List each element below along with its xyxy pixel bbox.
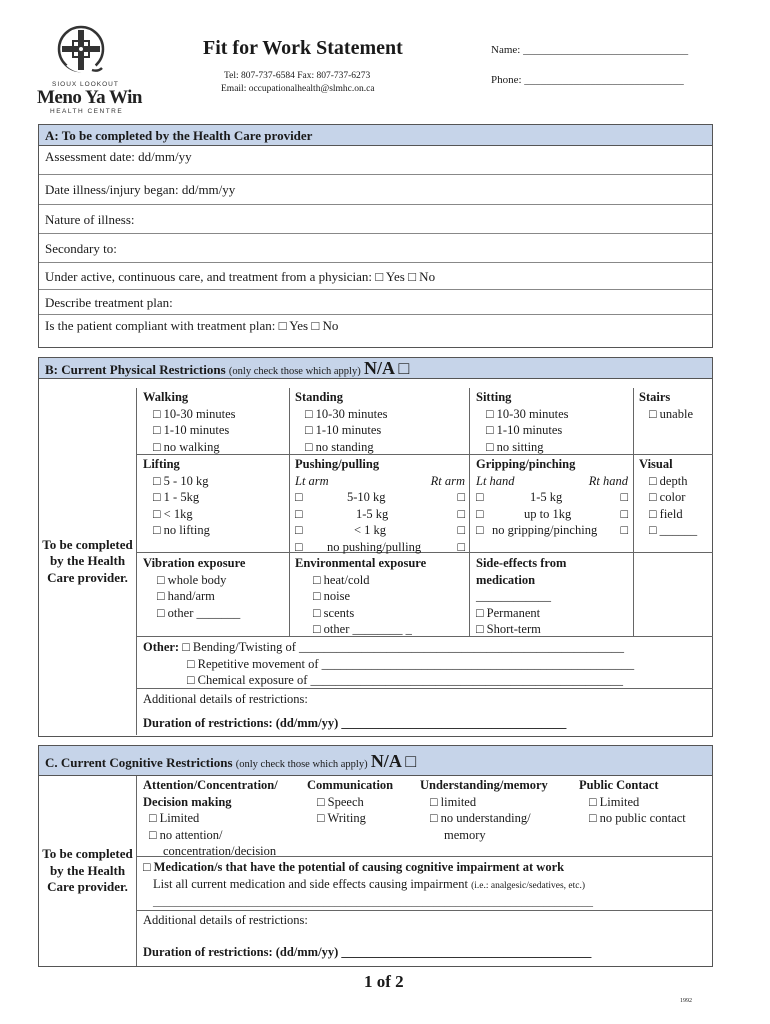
sitting-group <box>476 389 631 455</box>
other-option[interactable]: □ Repetitive movement of __________________________________________________ <box>187 656 635 671</box>
document-title: Fit for Work Statement <box>203 37 403 59</box>
walking-option[interactable]: □ no walking <box>153 439 220 454</box>
standing-option[interactable]: □ 1-10 minutes <box>305 423 382 437</box>
side-effects-option[interactable]: □ Permanent <box>476 605 541 620</box>
attention-option[interactable]: □ Limited <box>149 811 200 825</box>
gripping-title: Gripping/pinching <box>476 457 576 471</box>
stairs-title: Stairs <box>639 390 671 404</box>
standing-option[interactable]: □ no standing <box>305 439 374 454</box>
pushing-rt-checkbox[interactable]: □ <box>457 539 465 554</box>
sitting-option[interactable]: □ 1-10 minutes <box>486 423 563 437</box>
gripping-lt-label: Lt hand <box>476 473 515 488</box>
additional-details-c[interactable]: Additional details of restrictions: <box>143 913 308 927</box>
phone-field[interactable]: Phone: _____________________________ <box>491 74 684 86</box>
divider <box>633 388 634 636</box>
standing-title: Standing <box>295 390 343 404</box>
pushing-option-label: no pushing/pulling <box>327 539 422 554</box>
medication-list-label <box>143 876 713 895</box>
gripping-lt-checkbox[interactable]: □ <box>476 523 484 537</box>
visual-option[interactable]: □ depth <box>649 473 688 488</box>
medication-checkbox[interactable]: □ Medication/s that have the potential of causing cognitive impairment at work <box>143 860 565 874</box>
stairs-group <box>639 389 711 422</box>
vibration-title: Vibration exposure <box>143 556 246 570</box>
gripping-lt-checkbox[interactable]: □ <box>476 506 484 521</box>
logo-bottom-text: HEALTH CENTRE <box>50 108 124 115</box>
visual-option[interactable]: □ ______ <box>649 523 698 537</box>
communication-title: Communication <box>307 778 394 792</box>
section-a-heading: A: To be completed by the Health Care provider <box>39 125 712 146</box>
section-c-title: C. Current Cognitive Restrictions <box>45 755 233 770</box>
section-c-side-label: To be completed by the Health Care provider. <box>39 776 137 966</box>
environmental-option[interactable]: □ other ________ _ <box>313 622 412 636</box>
form-code: 1992 <box>680 998 692 1004</box>
pushing-group <box>295 456 465 555</box>
visual-group <box>639 456 711 539</box>
environmental-option[interactable]: □ scents <box>313 605 355 620</box>
gripping-rt-checkbox[interactable]: □ <box>620 523 628 537</box>
gripping-rt-checkbox[interactable]: □ <box>620 506 628 521</box>
side-effects-group <box>476 555 626 638</box>
secondary-to-field[interactable]: Secondary to: <box>39 234 712 263</box>
standing-option[interactable]: □ 10-30 minutes <box>305 406 388 421</box>
assessment-date-field[interactable]: Assessment date: dd/mm/yy <box>39 146 712 175</box>
pushing-option-label: 5-10 kg <box>347 490 386 504</box>
visual-option[interactable]: □ field <box>649 506 683 521</box>
lifting-option[interactable]: □ 5 - 10 kg <box>153 473 209 488</box>
lifting-group <box>143 456 288 539</box>
communication-group <box>307 777 419 827</box>
understanding-title: Understanding/memory <box>420 778 548 792</box>
hospital-logo-icon <box>52 22 110 80</box>
gripping-row <box>476 489 628 506</box>
visual-option[interactable]: □ color <box>649 490 686 504</box>
pushing-rt-checkbox[interactable]: □ <box>457 523 465 537</box>
section-b-side-label: To be completed by the Health Care provider. <box>39 388 137 735</box>
environmental-option[interactable]: □ heat/cold <box>313 572 370 587</box>
public-contact-option[interactable]: □ Limited <box>589 794 640 809</box>
pushing-lt-checkbox[interactable]: □ <box>295 539 303 554</box>
stairs-option[interactable]: □ unable <box>649 406 693 421</box>
lifting-option[interactable]: □ no lifting <box>153 523 210 537</box>
gripping-option-label: 1-5 kg <box>530 490 563 504</box>
walking-title: Walking <box>143 390 189 404</box>
illness-began-field[interactable]: Date illness/injury began: dd/mm/yy <box>39 175 712 205</box>
vibration-option[interactable]: □ hand/arm <box>157 589 215 603</box>
section-b-heading <box>39 358 712 379</box>
section-b-note: (only check those which apply) <box>228 366 361 377</box>
active-care-field[interactable]: Under active, continuous care, and treatment from a physician: □ Yes □ No <box>39 263 712 290</box>
medication-block <box>143 859 713 911</box>
sitting-option[interactable]: □ 10-30 minutes <box>486 406 569 421</box>
pushing-rt-checkbox[interactable]: □ <box>457 506 465 521</box>
gripping-rt-checkbox[interactable]: □ <box>620 490 628 504</box>
attention-group <box>143 777 303 860</box>
pushing-lt-checkbox[interactable]: □ <box>295 490 303 504</box>
communication-option[interactable]: □ Writing <box>317 811 366 825</box>
section-c-note: (only check those which apply) <box>235 759 368 770</box>
side-effects-option[interactable]: □ Short-term <box>476 622 541 636</box>
section-b <box>38 357 713 737</box>
gripping-lt-checkbox[interactable]: □ <box>476 490 484 504</box>
pushing-row <box>295 522 465 539</box>
duration-b[interactable]: Duration of restrictions: (dd/mm/yy) ____________________________________ <box>143 716 567 730</box>
divider <box>289 388 290 636</box>
gripping-option-label: no gripping/pinching <box>492 523 598 537</box>
section-c-na-checkbox[interactable]: N/A □ <box>370 751 417 771</box>
gripping-hand-labels <box>476 473 628 490</box>
nature-of-illness-field[interactable]: Nature of illness: <box>39 205 712 234</box>
understanding-option[interactable]: □ no understanding/ <box>430 811 531 825</box>
public-contact-title: Public Contact <box>579 778 659 792</box>
side-effects-title: Side-effects from medication <box>476 556 567 587</box>
walking-group <box>143 389 288 455</box>
lifting-option[interactable]: □ 1 - 5kg <box>153 490 200 504</box>
side-effects-blank[interactable]: ____________ <box>476 589 551 603</box>
other-restrictions <box>143 639 713 689</box>
public-contact-option[interactable]: □ no public contact <box>589 811 686 825</box>
other-option[interactable]: □ Chemical exposure of __________________________________________________ <box>187 673 623 687</box>
environmental-option[interactable]: □ noise <box>313 589 351 603</box>
attention-title: Attention/Concentration/ <box>143 778 278 792</box>
gripping-group <box>476 456 628 539</box>
pushing-rt-checkbox[interactable]: □ <box>457 490 465 504</box>
additional-details-b[interactable]: Additional details of restrictions: <box>143 692 308 706</box>
divider <box>469 388 470 636</box>
section-c <box>38 745 713 967</box>
other-label: Other: <box>143 640 180 654</box>
understanding-option[interactable]: □ limited <box>430 794 477 809</box>
vibration-option[interactable]: □ whole body <box>157 572 227 587</box>
page-number: 1 of 2 <box>364 972 404 991</box>
pushing-lt-checkbox[interactable]: □ <box>295 506 303 521</box>
section-b-title: B: Current Physical Restrictions <box>45 362 226 377</box>
gripping-rt-label: Rt hand <box>588 473 628 488</box>
pushing-title: Pushing/pulling <box>295 457 380 471</box>
logo-name: Meno Ya Win <box>37 87 143 108</box>
logo-top-text: SIOUX LOOKOUT <box>52 81 119 88</box>
pushing-option-label: 1-5 kg <box>356 506 389 521</box>
attention-option[interactable]: □ no attention/ <box>149 827 223 842</box>
name-field[interactable]: Name: ______________________________ <box>491 44 689 56</box>
gripping-option-label: up to 1kg <box>524 506 572 521</box>
lifting-option[interactable]: □ < 1kg <box>153 506 193 521</box>
pushing-rt-label: Rt arm <box>430 473 465 488</box>
section-c-heading <box>39 746 712 776</box>
understanding-group <box>420 777 576 843</box>
pushing-option-label: < 1 kg <box>354 523 387 537</box>
attention-option-continued: concentration/decision <box>163 844 277 858</box>
medication-list-text: List all current medication and side effects causing impairment <box>153 876 468 891</box>
pushing-lt-label: Lt arm <box>295 473 329 488</box>
walking-option[interactable]: □ 10-30 minutes <box>153 406 236 421</box>
pushing-row <box>295 506 465 523</box>
pushing-row <box>295 489 465 506</box>
communication-option[interactable]: □ Speech <box>317 794 364 809</box>
section-a <box>38 124 713 348</box>
gripping-row <box>476 506 628 523</box>
other-row <box>143 639 713 656</box>
pushing-row <box>295 539 465 556</box>
contact-email: Email: occupationalhealth@slmhc.on.ca <box>221 84 375 94</box>
visual-title: Visual <box>639 457 673 471</box>
treatment-plan-field[interactable]: Describe treatment plan: <box>39 290 712 315</box>
environmental-title: Environmental exposure <box>295 556 427 570</box>
public-contact-group <box>579 777 711 827</box>
walking-option[interactable]: □ 1-10 minutes <box>153 423 230 437</box>
gripping-row <box>476 522 628 539</box>
lifting-title: Lifting <box>143 457 180 471</box>
contact-tel-fax: Tel: 807-737-6584 Fax: 807-737-6273 <box>224 71 371 81</box>
medication-list-field[interactable]: ________________________________________________________________________________ <box>153 896 593 908</box>
section-b-na-checkbox[interactable]: N/A □ <box>363 358 410 378</box>
vibration-option[interactable]: □ other _______ <box>157 605 241 620</box>
pushing-lt-checkbox[interactable]: □ <box>295 523 303 537</box>
environmental-group <box>295 555 467 638</box>
attention-subtitle: Decision making <box>143 794 232 809</box>
vibration-group <box>143 555 288 621</box>
standing-group <box>295 389 465 455</box>
other-option[interactable]: □ Bending/Twisting of ____________________________________________________ <box>182 640 624 654</box>
duration-c[interactable]: Duration of restrictions: (dd/mm/yy) ________________________________________ <box>143 945 592 959</box>
sitting-option[interactable]: □ no sitting <box>486 439 544 454</box>
understanding-option-continued: memory <box>444 827 486 842</box>
compliance-field[interactable]: Is the patient compliant with treatment plan: □ Yes □ No <box>45 318 339 333</box>
sitting-title: Sitting <box>476 390 512 404</box>
pushing-arm-labels <box>295 473 465 490</box>
medication-list-note: (i.e.: analgesic/sedatives, etc.) <box>471 880 586 891</box>
